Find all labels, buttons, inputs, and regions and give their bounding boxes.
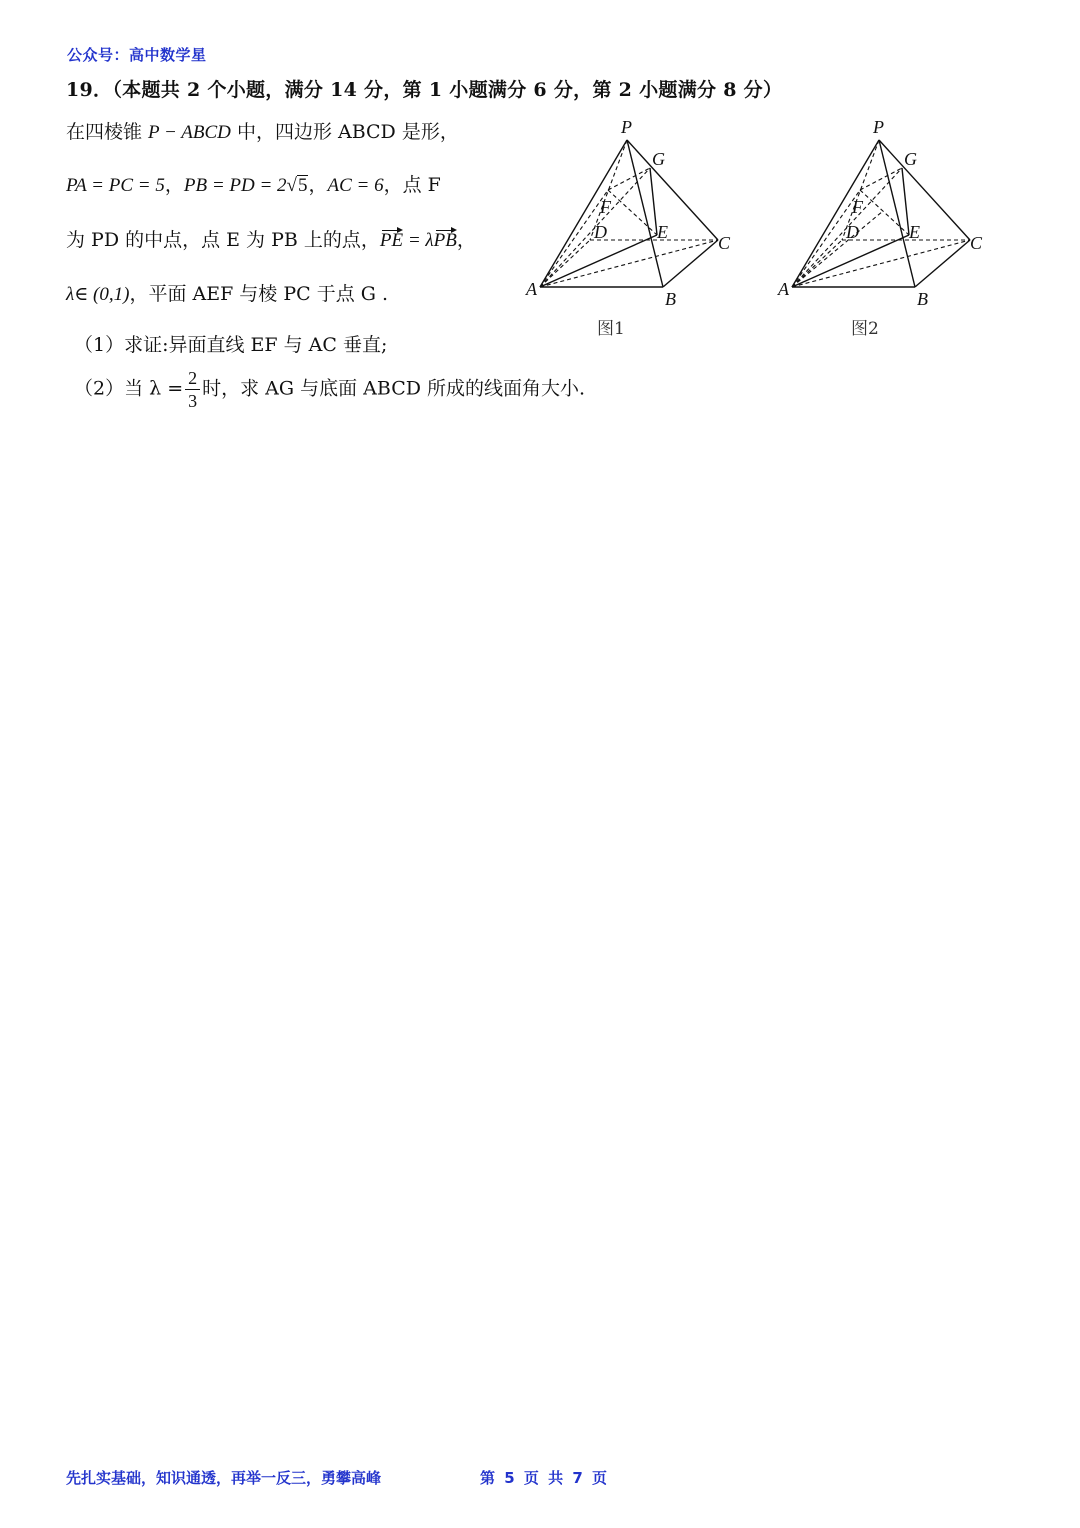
question-part-2 (74, 367, 585, 412)
fraction (185, 367, 200, 412)
label-a: A (778, 279, 789, 299)
figure-caption-1: 图1 (597, 319, 625, 339)
line2-part3: AC = 6 (327, 175, 384, 196)
line3-eq: = λ (403, 230, 434, 251)
pyramid-diagram-2 (772, 115, 1002, 345)
label-e: E (657, 222, 668, 242)
footer-motto: 先扎实基础，知识通透，再举一反三，勇攀高峰 (66, 1469, 382, 1487)
line4-post: ，平面 AEF 与棱 PC 于点 G . (129, 283, 389, 305)
question-line-4 (66, 279, 388, 306)
line2-part1: PA = PC = 5 (66, 175, 165, 196)
line4-math: λ∈ (0,1) (66, 284, 130, 305)
label-g: G (904, 149, 917, 169)
line1-math: P − ABCD (148, 122, 231, 143)
pyramid-figure-1 (520, 115, 750, 345)
footer-page-number: 第 5 页 共 7 页 (480, 1469, 607, 1487)
question-line-2: PA = PC = 5，PB = PD = 2√5，AC = 6，点 F (66, 174, 441, 196)
line1-post: 中，四边形 ABCD 是形， (230, 121, 459, 143)
label-p: P (621, 117, 632, 137)
line2-part2-pre: PB = PD = 2 (183, 175, 287, 196)
line3-post: ， (456, 229, 476, 251)
line2-sep1: ， (164, 174, 184, 196)
label-a: A (526, 279, 537, 299)
question-line-1 (66, 117, 459, 144)
label-g: G (652, 149, 665, 169)
label-p: P (873, 117, 884, 137)
fraction-denominator: 3 (188, 391, 198, 411)
question-line-3 (66, 225, 476, 252)
figure-caption-2: 图2 (851, 319, 879, 339)
line2-sep2: ， (308, 174, 328, 196)
header-tag: 公众号：高中数学星 (67, 46, 207, 64)
question-title: 19．（本题共 2 个小题，满分 14 分，第 1 小题满分 6 分，第 2 小题满分 8 分） (66, 79, 783, 101)
fraction-numerator: 2 (185, 367, 200, 390)
pyramid-diagram-1 (520, 115, 750, 345)
question-part-1: （1）求证:异面直线 EF 与 AC 垂直; (74, 334, 388, 356)
part2-pre: （2）当 λ = (74, 377, 184, 400)
part2-post: 时，求 AG 与底面 ABCD 所成的线面角大小. (202, 377, 586, 400)
line3-pre: 为 PD 的中点，点 E 为 PB 上的点， (66, 229, 380, 251)
line2-post: ，点 F (383, 174, 441, 196)
label-c: C (718, 233, 731, 253)
label-b: B (917, 289, 928, 309)
label-e: E (909, 222, 920, 242)
label-d: D (846, 222, 859, 242)
label-d: D (594, 222, 607, 242)
label-f: F (852, 197, 863, 217)
label-b: B (665, 289, 676, 309)
label-c: C (970, 233, 983, 253)
label-f: F (600, 197, 611, 217)
line1-pre: 在四棱锥 (66, 121, 149, 143)
line2-sqrt: 5 (297, 175, 308, 196)
vector-pb: PB (433, 230, 457, 251)
vector-pe: PE (379, 230, 404, 251)
pyramid-figure-2 (772, 115, 1002, 345)
